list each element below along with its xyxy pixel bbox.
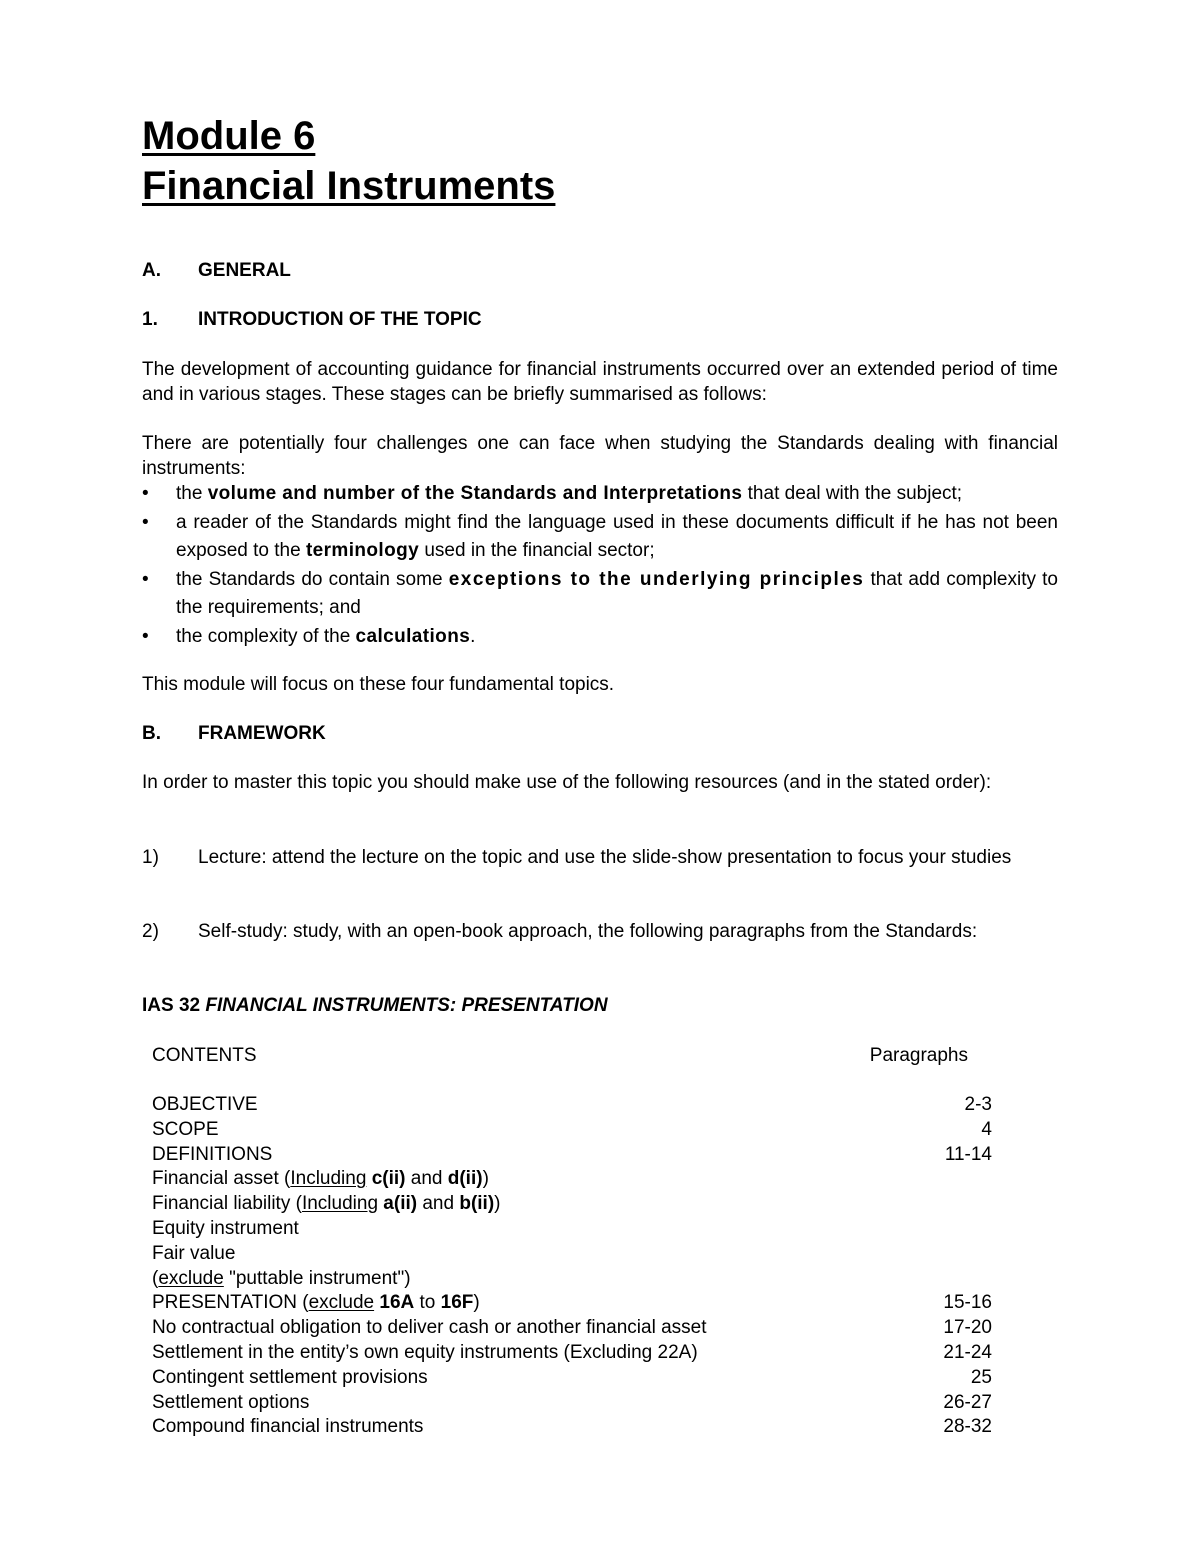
bullet-text: . xyxy=(470,625,476,647)
table-of-contents xyxy=(152,1093,992,1440)
toc-text: ) xyxy=(494,1193,501,1215)
toc-paragraphs: 21-24 xyxy=(943,1341,992,1363)
toc-bold-text: 16A xyxy=(379,1292,415,1314)
section-a-label: GENERAL xyxy=(198,260,291,281)
section-a-number: A. xyxy=(142,260,161,281)
section-1-label: INTRODUCTION OF THE TOPIC xyxy=(198,309,482,330)
bullet-text: the complexity of the xyxy=(176,625,356,647)
toc-row-scope xyxy=(152,1118,992,1143)
bullet-bold-text: calculations xyxy=(355,625,471,647)
list-item xyxy=(142,623,1058,652)
toc-label: Settlement options xyxy=(152,1391,310,1413)
challenges-list xyxy=(142,480,1058,651)
list-item xyxy=(142,566,1058,623)
bullet-icon: • xyxy=(142,568,149,590)
section-1-number: 1. xyxy=(142,309,158,330)
toc-label: Contingent settlement provisions xyxy=(152,1366,428,1388)
focus-paragraph: This module will focus on these four fundamental topics. xyxy=(142,674,615,695)
bullet-text: that add complexity to the requirements; and xyxy=(176,568,1058,618)
toc-text: and xyxy=(417,1193,460,1215)
section-b-label: FRAMEWORK xyxy=(198,723,326,744)
bullet-bold-text: volume and number of the Standards and Interpretations xyxy=(207,483,743,504)
section-b-heading xyxy=(142,722,326,746)
bullet-icon: • xyxy=(142,511,149,533)
toc-underlined-text: exclude xyxy=(158,1267,224,1289)
toc-paragraphs: 4 xyxy=(981,1118,992,1140)
toc-paragraphs: 11-14 xyxy=(944,1143,992,1165)
toc-label: OBJECTIVE xyxy=(152,1094,258,1115)
resource-text: Self-study: study, with an open-book approach, the following paragraphs from the Standards: xyxy=(198,921,978,942)
bullet-text: that deal with the subject; xyxy=(742,483,963,504)
bullet-icon: • xyxy=(142,625,149,647)
toc-row-financial-asset xyxy=(152,1167,992,1192)
toc-row-definitions xyxy=(152,1143,992,1168)
bullet-icon: • xyxy=(142,483,149,504)
bullet-text: a reader of the Standards might find the language used in these documents difficult if he has not been exposed to the xyxy=(176,511,1058,561)
toc-label xyxy=(152,1291,480,1316)
toc-text: and xyxy=(405,1168,448,1190)
paragraphs-label: Paragraphs xyxy=(869,1045,968,1066)
toc-text: Financial asset ( xyxy=(152,1168,291,1190)
toc-bold-text: d(ii) xyxy=(447,1168,483,1190)
toc-header xyxy=(152,1044,968,1068)
bullet-bold-text: terminology xyxy=(305,540,420,561)
bullet-text: used in the financial sector; xyxy=(419,540,655,561)
toc-row-settlement-own-equity xyxy=(152,1341,992,1366)
toc-paragraphs: 17-20 xyxy=(943,1317,992,1339)
toc-bold-text: b(ii) xyxy=(459,1193,495,1215)
toc-label: Settlement in the entity’s own equity instruments (Excluding 22A) xyxy=(152,1341,698,1363)
toc-text: ) xyxy=(482,1168,489,1190)
toc-row-financial-liability xyxy=(152,1192,992,1217)
toc-label: SCOPE xyxy=(152,1118,219,1140)
toc-label xyxy=(152,1192,501,1217)
toc-text: "puttable instrument") xyxy=(223,1267,411,1289)
toc-row-contingent-settlement xyxy=(152,1366,992,1391)
ias-number: IAS 32 xyxy=(142,995,206,1016)
toc-paragraphs: 28-32 xyxy=(943,1416,992,1438)
resource-item-self-study xyxy=(142,920,1058,945)
toc-text: ( xyxy=(152,1267,159,1289)
toc-bold-text: c(ii) xyxy=(371,1168,406,1190)
resource-item-lecture xyxy=(142,846,1058,871)
toc-label xyxy=(152,1267,411,1292)
toc-row-fair-value xyxy=(152,1242,992,1267)
toc-paragraphs: 15-16 xyxy=(943,1292,992,1314)
toc-row-exclude-puttable xyxy=(152,1267,992,1292)
toc-underlined-text: Including xyxy=(290,1168,367,1190)
section-1-heading xyxy=(142,308,482,332)
module-subtitle: Financial Instruments xyxy=(142,164,556,208)
list-item xyxy=(142,509,1058,566)
toc-text: ) xyxy=(473,1292,480,1314)
toc-label: No contractual obligation to deliver cash or another financial asset xyxy=(152,1317,707,1339)
toc-underlined-text: exclude xyxy=(308,1292,375,1314)
toc-row-no-contractual-obligation xyxy=(152,1316,992,1341)
toc-bold-text: 16F xyxy=(440,1292,474,1314)
challenges-paragraph: There are potentially four challenges one can face when studying the Standards dealing with financial instruments: xyxy=(142,433,1058,479)
toc-row-equity-instrument xyxy=(152,1217,992,1242)
contents-label: CONTENTS xyxy=(152,1045,257,1066)
resource-number: 1) xyxy=(142,847,159,868)
toc-text: Financial liability ( xyxy=(152,1193,302,1215)
toc-text: to xyxy=(414,1292,441,1314)
toc-row-presentation xyxy=(152,1291,992,1316)
bullet-bold-text: exceptions to the underlying principles xyxy=(448,568,865,590)
toc-row-compound-instruments xyxy=(152,1415,992,1440)
bullet-text: the Standards do contain some xyxy=(176,568,449,590)
toc-text: PRESENTATION ( xyxy=(152,1292,309,1314)
toc-paragraphs: 25 xyxy=(970,1366,992,1388)
ias-title: FINANCIAL INSTRUMENTS: PRESENTATION xyxy=(205,995,608,1016)
toc-row-objective xyxy=(152,1093,992,1118)
toc-label: Fair value xyxy=(152,1242,236,1264)
toc-paragraphs: 2-3 xyxy=(964,1094,992,1115)
toc-label: DEFINITIONS xyxy=(152,1143,273,1165)
resource-number: 2) xyxy=(142,921,159,942)
ias-32-heading xyxy=(142,994,608,1018)
list-item xyxy=(142,480,1058,509)
bullet-text: the xyxy=(176,483,208,504)
framework-paragraph: In order to master this topic you should make use of the following resources (and in the stated order): xyxy=(142,772,992,793)
toc-bold-text: a(ii) xyxy=(383,1193,418,1215)
resource-text: Lecture: attend the lecture on the topic and use the slide-show presentation to focus your studies xyxy=(198,847,1012,868)
toc-label: Compound financial instruments xyxy=(152,1416,424,1438)
module-title: Module 6 xyxy=(142,114,316,158)
toc-label xyxy=(152,1167,489,1192)
section-a-heading xyxy=(142,259,291,283)
intro-paragraph: The development of accounting guidance for financial instruments occurred over an extended period of time and in various stages. These stages can be briefly summarised as follows: xyxy=(142,359,1058,405)
toc-label: Equity instrument xyxy=(152,1217,299,1239)
toc-paragraphs: 26-27 xyxy=(943,1391,992,1413)
toc-row-settlement-options xyxy=(152,1391,992,1416)
section-b-number: B. xyxy=(142,723,161,744)
toc-underlined-text: Including xyxy=(301,1193,379,1215)
